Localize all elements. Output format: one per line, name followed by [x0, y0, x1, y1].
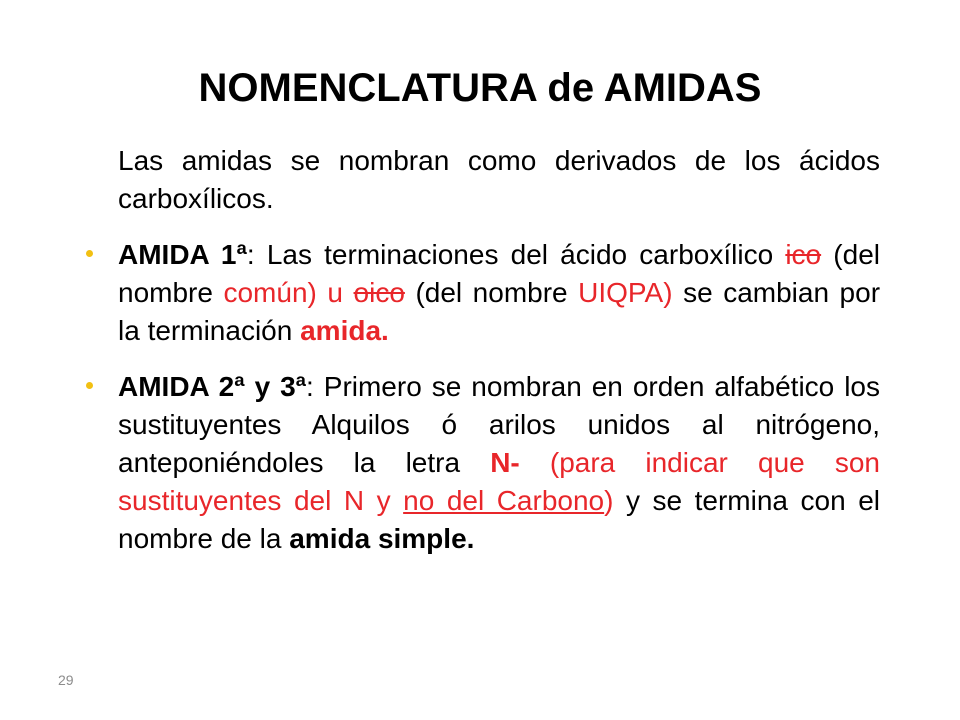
- struck-suffix: ico: [785, 239, 822, 270]
- bullet-dot-icon: [86, 382, 93, 389]
- text-run: y se termina con el nombre de la: [118, 485, 880, 554]
- text-run: : Primero se nombran en orden alfabético los sustituyentes Alquilos ó arilos unidos al nitrógeno, anteponiéndoles la letra: [118, 371, 880, 478]
- bullet-amida-primaria: [118, 236, 880, 350]
- bullet-heading: AMIDA 1ª: [118, 239, 247, 270]
- bullet-amida-secundaria-terciaria: [118, 368, 880, 558]
- highlight-text: u: [327, 277, 343, 308]
- highlight-text: UIQPA): [578, 277, 673, 308]
- bullet-heading: AMIDA 2ª y 3ª: [118, 371, 307, 402]
- intro-text: Las amidas se nombran como derivados de los ácidos carboxílicos.: [118, 145, 880, 214]
- text-run: (del nombre: [404, 277, 579, 308]
- text-run: [343, 277, 354, 308]
- highlight-text: común): [223, 277, 317, 308]
- bullet-dot-icon: [86, 250, 93, 257]
- amida-term: amida.: [300, 315, 389, 346]
- text-run: [520, 447, 550, 478]
- highlight-text: (para indicar que son sustituyentes del N y: [118, 447, 880, 516]
- text-run: se cambian por la terminación: [118, 277, 881, 346]
- bold-text: simple.: [377, 523, 475, 554]
- n-prefix: N-: [490, 447, 520, 478]
- intro-paragraph: [118, 142, 880, 218]
- struck-suffix: oico: [353, 277, 405, 308]
- bold-text: amida: [289, 523, 371, 554]
- slide-title: NOMENCLATURA de AMIDAS: [198, 66, 762, 110]
- highlight-text: ): [604, 485, 614, 516]
- text-run: [317, 277, 328, 308]
- page-number: 29: [58, 672, 74, 688]
- text-run: (del nombre: [118, 239, 880, 308]
- text-run: : Las terminaciones del ácido carboxílico: [246, 239, 786, 270]
- underlined-text: no del Carbono: [403, 485, 605, 516]
- text-run: [370, 523, 378, 554]
